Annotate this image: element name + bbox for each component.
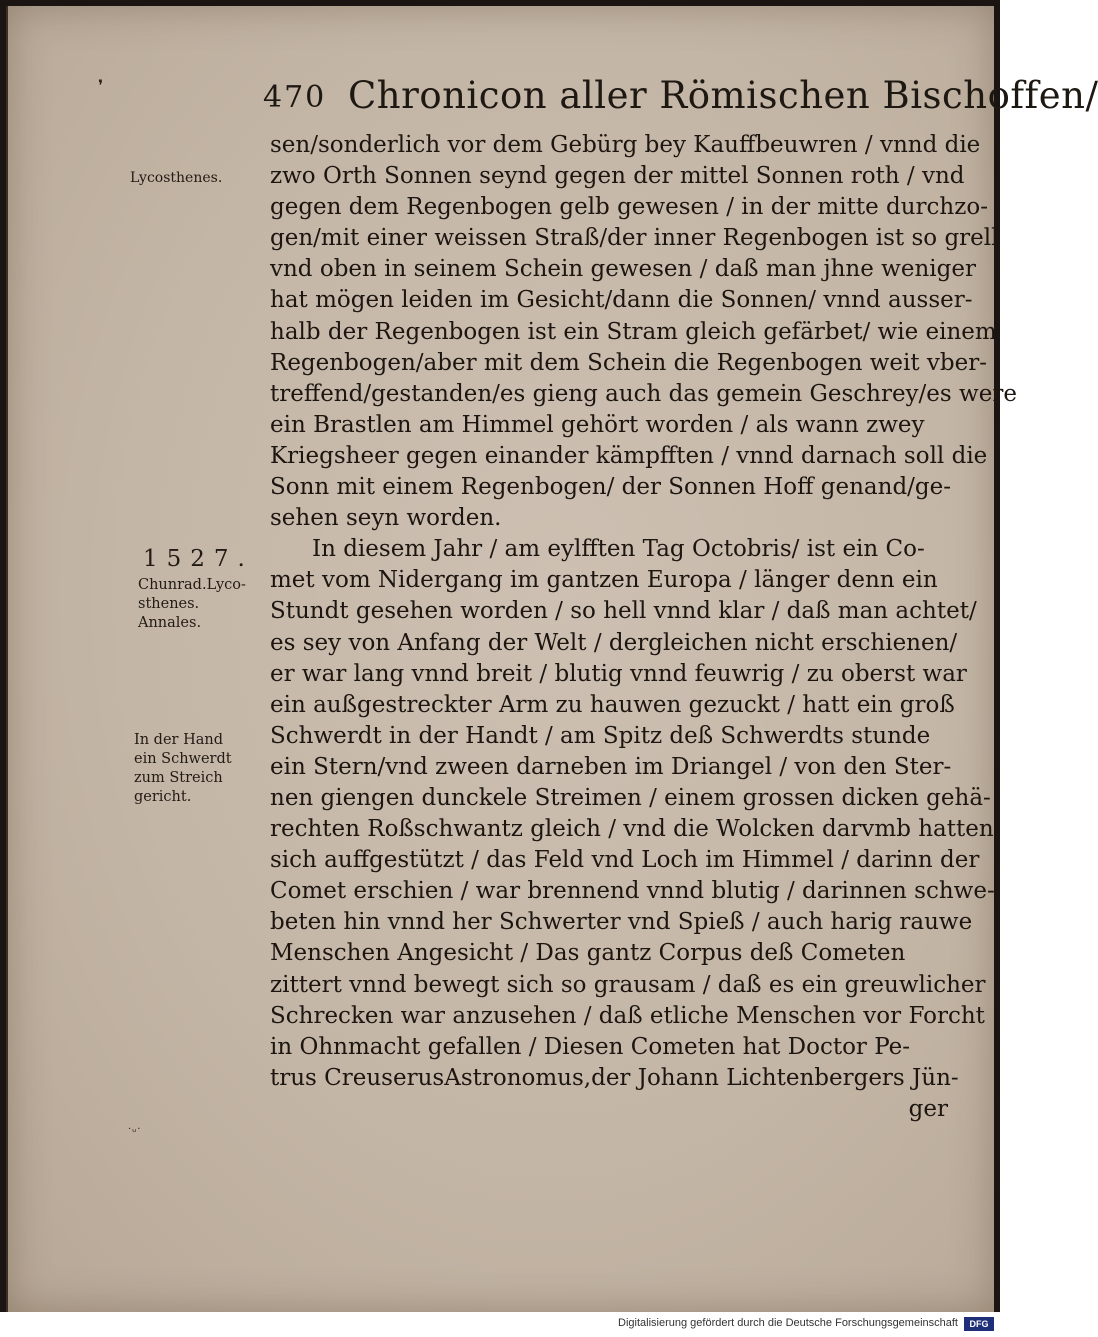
margin-note-line: Chunrad.Lyco- — [138, 577, 246, 593]
text-line: treffend/gestanden/es gieng auch das gemein Geschrey/es were — [270, 380, 1017, 407]
page-number: 470 — [263, 80, 327, 115]
text-line: in Ohnmacht gefallen / Diesen Cometen hat Doctor Pe- — [270, 1033, 911, 1060]
text-line: ein Stern/vnd zween darneben im Driangel / von den Ster- — [270, 753, 952, 780]
text-line: zwo Orth Sonnen seynd gegen der mittel Sonnen roth / vnd — [270, 163, 965, 190]
digitization-footer — [0, 1312, 1000, 1337]
text-line: ein außgestreckter Arm zu hauwen gezuckt / hatt ein groß — [270, 691, 955, 718]
text-line: gegen dem Regenbogen gelb gewesen / in der mitte durchzo- — [270, 194, 988, 221]
text-line: ein Brastlen am Himmel gehört worden / als wann zwey — [270, 411, 925, 438]
body-text — [270, 130, 1017, 1125]
margin-note-line: In der Hand — [134, 732, 223, 748]
text-line: sen/sonderlich vor dem Gebürg bey Kauffbeuwren / vnnd die — [270, 132, 981, 158]
text-line: rechten Roßschwantz gleich / vnd die Wolcken darvmb hatten — [270, 816, 994, 843]
text-line: zittert vnnd bewegt sich so grausam / daß es ein greuwlicher — [270, 971, 986, 998]
ink-mark: ❜ — [98, 76, 104, 95]
text-line: Regenbogen/aber mit dem Schein die Regenbogen weit vber- — [270, 349, 988, 376]
text-line: Menschen Angesicht / Das gantz Corpus deß Cometen — [270, 940, 906, 967]
margin-note-year: 1527. — [143, 546, 254, 572]
catchword: ger — [908, 1095, 948, 1122]
running-title: Chronicon aller Römischen Bischoffen/ — [348, 74, 1098, 117]
text-line: Kriegsheer gegen einander kämpfften / vnnd darnach soll die — [270, 442, 988, 469]
text-line: Schrecken war anzusehen / daß etliche Menschen vor Forcht — [270, 1002, 985, 1029]
dfg-logo: DFG — [964, 1317, 994, 1331]
page-header — [263, 70, 1098, 132]
margin-note-line: ein Schwerdt — [134, 751, 232, 767]
text-line: Comet erschien / war brennend vnnd blutig / darinnen schwe- — [270, 878, 995, 905]
text-line: Schwerdt in der Handt / am Spitz deß Schwerdts stunde — [270, 722, 931, 749]
text-line: halb der Regenbogen ist ein Stram gleich gefärbet/ wie einem — [270, 318, 997, 345]
text-line: gen/mit einer weissen Straß/der inner Regenbogen ist so grell — [270, 225, 999, 252]
margin-note-line: gericht. — [134, 789, 192, 805]
text-line: sehen seyn worden. — [270, 505, 502, 532]
text-line: met vom Nidergang im gantzen Europa / länger denn ein — [270, 567, 938, 594]
text-line: Sonn mit einem Regenbogen/ der Sonnen Hoff genand/ge- — [270, 474, 952, 501]
text-line: sich auffgestützt / das Feld vnd Loch im Himmel / darinn der — [270, 847, 980, 874]
margin-note-sources — [138, 576, 246, 633]
text-line: Stundt gesehen worden / so hell vnnd klar / daß man achtet/ — [270, 598, 977, 625]
text-line: er war lang vnnd breit / blutig vnnd feuwrig / zu oberst war — [270, 660, 967, 687]
text-line: trus CreuserusAstronomus,der Johann Lichtenbergers Jün- — [270, 1064, 959, 1091]
funding-credit: Digitalisierung gefördert durch die Deutsche Forschungsgemeinschaft — [618, 1317, 958, 1329]
text-line: es sey von Anfang der Welt / dergleichen nicht erschienen/ — [270, 629, 958, 656]
margin-note-line: sthenes. — [138, 596, 200, 612]
text-line: beten hin vnnd her Schwerter vnd Spieß / auch harig rauwe — [270, 909, 973, 936]
text-line: nen giengen dunckele Streimen / einem grossen dicken gehä- — [270, 784, 991, 811]
margin-note-line: zum Streich — [134, 770, 223, 786]
margin-note-line: Annales. — [138, 615, 202, 631]
ink-speck: ·ᵤ· — [128, 1124, 142, 1135]
margin-note-sword — [134, 731, 232, 807]
text-line: hat mögen leiden im Gesicht/dann die Sonnen/ vnnd ausser- — [270, 287, 973, 314]
margin-note-lycosthenes: Lycosthenes. — [130, 170, 223, 186]
text-line: vnd oben in seinem Schein gewesen / daß man jhne weniger — [270, 256, 976, 283]
paragraph-start-line: In diesem Jahr / am eylfften Tag Octobris/ ist ein Co- — [312, 536, 925, 563]
